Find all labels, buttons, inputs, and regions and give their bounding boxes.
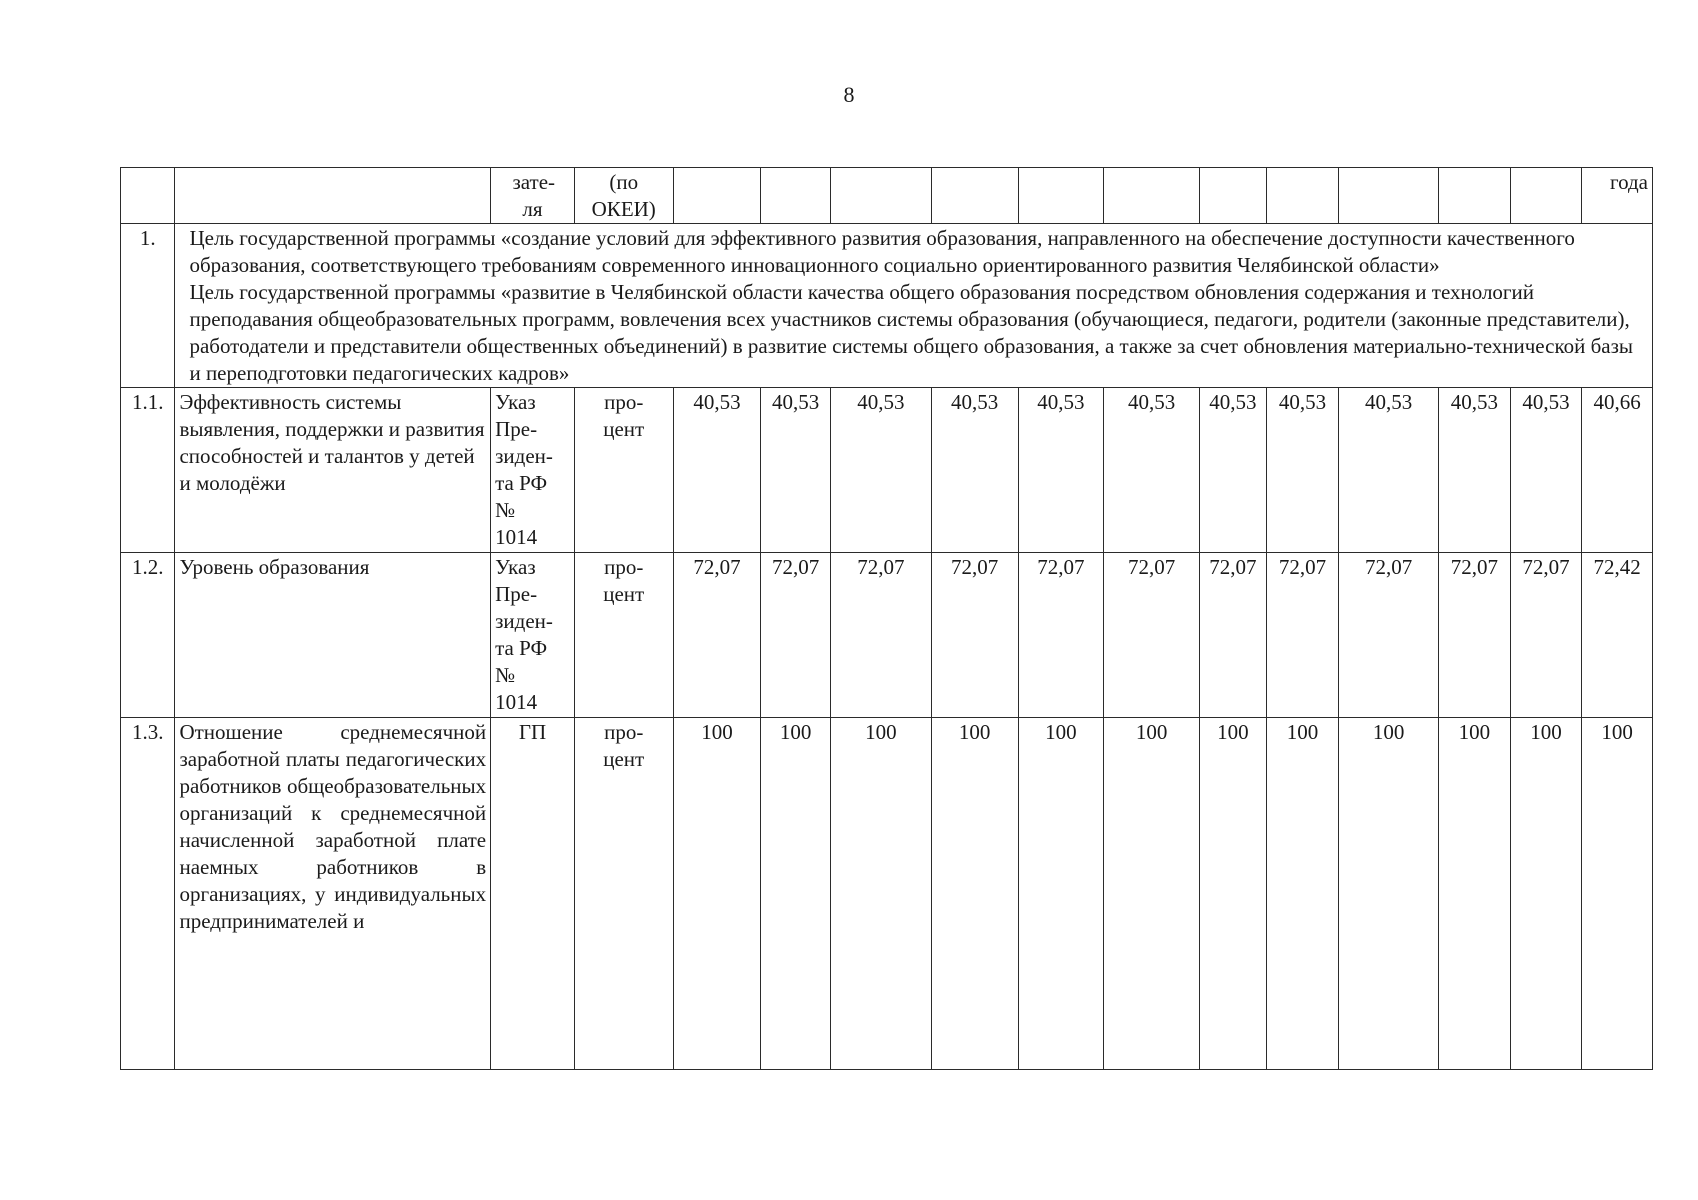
indicator-unit-text: про-цент — [603, 390, 645, 441]
indicator-unit-text: про-цент — [603, 720, 645, 771]
goal-paragraph-1: Цель государственной программы «создание условий для эффективного развития образования, направленного на обеспечение доступности качественного образования, соответствующего требованиям современного инновационного социально ориентированного развития Челябинской области» — [189, 226, 1575, 277]
indicator-unit-text: про-цент — [603, 555, 645, 606]
indicator-unit — [574, 553, 673, 718]
indicator-source — [491, 553, 575, 718]
header-cell-empty — [175, 168, 491, 224]
value-cell: 40,53 — [673, 388, 761, 553]
header-source-text: зате-ля — [512, 170, 556, 221]
value-cell: 100 — [761, 718, 831, 1070]
goal-number: 1. — [121, 224, 175, 388]
header-unit-text: (по ОКЕИ) — [591, 170, 656, 221]
header-cell-empty — [931, 168, 1018, 224]
value-cell: 100 — [673, 718, 761, 1070]
row-number: 1.2. — [121, 553, 175, 718]
table-header-fragment-row — [121, 168, 1653, 224]
goal-row — [121, 224, 1653, 388]
value-cell: 40,53 — [1104, 388, 1200, 553]
value-cell: 72,07 — [1104, 553, 1200, 718]
header-cell-empty — [1200, 168, 1267, 224]
indicators-table — [120, 167, 1653, 1070]
header-cell-empty — [1339, 168, 1439, 224]
value-cell: 100 — [1439, 718, 1511, 1070]
row-number: 1.1. — [121, 388, 175, 553]
indicator-unit — [574, 388, 673, 553]
value-cell: 40,53 — [830, 388, 931, 553]
value-cell: 40,53 — [1439, 388, 1511, 553]
value-cell: 100 — [1200, 718, 1267, 1070]
value-cell: 72,07 — [761, 553, 831, 718]
value-cell: 40,53 — [1510, 388, 1582, 553]
row-number: 1.3. — [121, 718, 175, 1070]
header-cell-empty — [1439, 168, 1511, 224]
header-cell-empty — [1510, 168, 1582, 224]
value-cell: 100 — [1582, 718, 1653, 1070]
indicator-name: Уровень образования — [175, 553, 491, 718]
indicator-source-text: Указ Пре-зиден-та РФ № 1014 — [495, 390, 553, 549]
header-cell-empty — [761, 168, 831, 224]
value-cell: 72,07 — [830, 553, 931, 718]
indicator-source — [491, 388, 575, 553]
header-cell-last: года — [1582, 168, 1653, 224]
table-row — [121, 553, 1653, 718]
value-cell: 40,53 — [1200, 388, 1267, 553]
table-row — [121, 388, 1653, 553]
value-cell: 72,07 — [931, 553, 1018, 718]
goal-text — [175, 224, 1653, 388]
header-cell-empty — [830, 168, 931, 224]
table-row — [121, 718, 1653, 1070]
value-cell: 72,07 — [1266, 553, 1339, 718]
header-cell-empty — [1018, 168, 1104, 224]
header-cell-unit — [574, 168, 673, 224]
indicator-source: ГП — [491, 718, 575, 1070]
value-cell: 72,42 — [1582, 553, 1653, 718]
header-cell-empty — [1266, 168, 1339, 224]
value-cell: 100 — [1018, 718, 1104, 1070]
value-cell: 40,53 — [1266, 388, 1339, 553]
value-cell: 72,07 — [1439, 553, 1511, 718]
header-cell-empty — [1104, 168, 1200, 224]
indicator-source-text: Указ Пре-зиден-та РФ № 1014 — [495, 555, 553, 714]
indicator-name: Отношение среднемесячной заработной платы педагогических работников общеобразовательных организаций к среднемесячной начисленной заработной плате наемных работников в организациях, у индивидуальных предпринимателей и — [175, 718, 491, 1070]
value-cell: 40,66 — [1582, 388, 1653, 553]
goal-paragraph-2: Цель государственной программы «развитие в Челябинской области качества общего образования посредством обновления содержания и технологий преподавания общеобразовательных программ, вовлечения всех участников системы образования (обучающиеся, педагоги, родители (законные представители), работодатели и представители общественных объединений) в развитие системы общего образования, а также за счет обновления материально-технической базы и переподготовки педагогических кадров» — [189, 280, 1634, 385]
value-cell: 100 — [1104, 718, 1200, 1070]
value-cell: 100 — [1266, 718, 1339, 1070]
value-cell: 72,07 — [673, 553, 761, 718]
header-cell-source — [491, 168, 575, 224]
page-number: 8 — [843, 82, 855, 107]
value-cell: 40,53 — [931, 388, 1018, 553]
header-cell-empty — [673, 168, 761, 224]
value-cell: 72,07 — [1510, 553, 1582, 718]
value-cell: 72,07 — [1018, 553, 1104, 718]
value-cell: 100 — [830, 718, 931, 1070]
value-cell: 40,53 — [1339, 388, 1439, 553]
value-cell: 72,07 — [1339, 553, 1439, 718]
indicator-unit — [574, 718, 673, 1070]
value-cell: 72,07 — [1200, 553, 1267, 718]
value-cell: 100 — [1510, 718, 1582, 1070]
value-cell: 100 — [931, 718, 1018, 1070]
value-cell: 100 — [1339, 718, 1439, 1070]
value-cell: 40,53 — [1018, 388, 1104, 553]
header-cell-empty — [121, 168, 175, 224]
indicator-name: Эффективность системы выявления, поддержки и развития способностей и талантов у детей и молодёжи — [175, 388, 491, 553]
value-cell: 40,53 — [761, 388, 831, 553]
